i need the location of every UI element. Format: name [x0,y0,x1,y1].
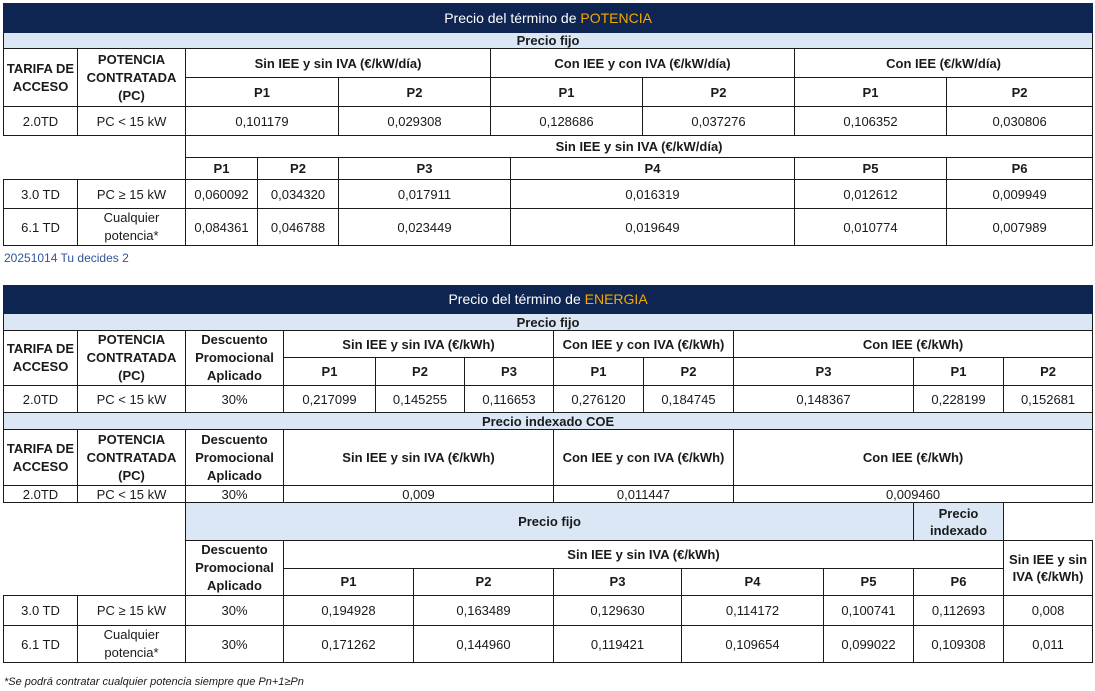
energia-banner [4,286,1093,314]
value-cell: 0,060092 [186,180,258,209]
tarifa-cell: 2.0TD [4,386,78,413]
value-cell: 0,194928 [284,596,414,626]
period-header: P2 [643,78,795,107]
value-cell: 0,144960 [414,626,554,663]
value-cell: 0,007989 [947,209,1093,246]
tarifa-cell: 3.0 TD [4,180,78,209]
value-cell: 0,184745 [644,386,734,413]
value-cell: 0,029308 [339,107,491,136]
value-cell: 0,009460 [734,486,1093,503]
group-sin-header: Sin IEE y sin IVA (€/kWh) [284,430,554,486]
group-iee-header: Con IEE (€/kW/día) [795,49,1093,78]
period-header: P2 [376,358,465,386]
potencia-title: Precio del término de [444,9,581,26]
value-cell: 0,163489 [414,596,554,626]
energia-precio-fijo-label: Precio fijo [4,314,1093,331]
period-header: P3 [465,358,554,386]
value-cell: 0,023449 [339,209,511,246]
indexado-cell: 0,011 [1004,626,1093,663]
value-cell: 0,016319 [511,180,795,209]
group-con-header: Con IEE y con IVA (€/kWh) [554,430,734,486]
pc-cell: Cualquier potencia* [78,626,186,663]
footnote: *Se podrá contratar cualquier potencia siempre que Pn+1≥Pn [4,676,304,688]
potencia-banner [4,4,1093,33]
value-cell: 0,034320 [258,180,339,209]
value-cell: 0,101179 [186,107,339,136]
energia-precio-fijo-label-2: Precio fijo [186,503,914,541]
value-cell: 0,009 [284,486,554,503]
value-cell: 0,217099 [284,386,376,413]
period-header: P5 [824,568,914,596]
period-header: P3 [339,158,511,180]
col-potencia-header: POTENCIA CONTRATADA (PC) [78,430,186,486]
value-cell: 0,109654 [682,626,824,663]
pc-cell: PC ≥ 15 kW [78,180,186,209]
value-cell: 0,145255 [376,386,465,413]
value-cell: 0,152681 [1004,386,1093,413]
table-row [4,107,1093,136]
period-header: P3 [554,568,682,596]
period-header: P4 [682,568,824,596]
period-header: P3 [734,358,914,386]
col-descuento-header: Descuento Promocional Aplicado [186,331,284,386]
descuento-cell: 30% [186,386,284,413]
tarifa-cell: 2.0TD [4,486,78,503]
value-cell: 0,129630 [554,596,682,626]
period-header: P1 [914,358,1004,386]
table-row [4,626,1093,663]
pc-cell: PC < 15 kW [78,486,186,503]
period-header: P2 [414,568,554,596]
group-sin-6-header: Sin IEE y sin IVA (€/kW/día) [186,136,1093,158]
group-sin-6-header: Sin IEE y sin IVA (€/kWh) [284,541,1004,569]
value-cell: 0,019649 [511,209,795,246]
group-sin-short-header: Sin IEE y sin IVA (€/kWh) [1004,541,1093,596]
table-row [4,596,1093,626]
energia-precio-indexado-label: Precio indexado [914,503,1004,541]
value-cell: 0,010774 [795,209,947,246]
period-header: P6 [947,158,1093,180]
col-potencia-header: POTENCIA CONTRATADA (PC) [78,49,186,107]
table-row [4,209,1093,246]
period-header: P6 [914,568,1004,596]
group-sin-header: Sin IEE y sin IVA (€/kW/día) [186,49,491,78]
tarifa-cell: 6.1 TD [4,626,78,663]
spacer [4,503,186,596]
table-row [4,386,1093,413]
pc-cell: PC < 15 kW [78,107,186,136]
value-cell: 0,037276 [643,107,795,136]
potencia-precio-fijo-label: Precio fijo [4,33,1093,49]
period-header: P1 [284,358,376,386]
descuento-cell: 30% [186,486,284,503]
group-sin-header: Sin IEE y sin IVA (€/kWh) [284,331,554,358]
pc-cell: PC ≥ 15 kW [78,596,186,626]
potencia-title-highlight: POTENCIA [580,9,652,26]
value-cell: 0,228199 [914,386,1004,413]
period-header: P1 [186,158,258,180]
period-header: P5 [795,158,947,180]
value-cell: 0,100741 [824,596,914,626]
period-header: P1 [284,568,414,596]
period-header: P2 [947,78,1093,107]
col-tarifa-header: TARIFA DE ACCESO [4,49,78,107]
value-cell: 0,128686 [491,107,643,136]
tarifa-cell: 2.0TD [4,107,78,136]
col-potencia-header: POTENCIA CONTRATADA (PC) [78,331,186,386]
spacer [4,136,186,180]
period-header: P1 [554,358,644,386]
energia-table [3,285,1093,663]
value-cell: 0,116653 [465,386,554,413]
value-cell: 0,084361 [186,209,258,246]
value-cell: 0,276120 [554,386,644,413]
value-cell: 0,046788 [258,209,339,246]
period-header: P1 [186,78,339,107]
period-header: P4 [511,158,795,180]
col-descuento-header: Descuento Promocional Aplicado [186,430,284,486]
value-cell: 0,109308 [914,626,1004,663]
potencia-table [3,3,1093,246]
pc-cell: Cualquier potencia* [78,209,186,246]
tarifa-cell: 6.1 TD [4,209,78,246]
period-header: P2 [258,158,339,180]
col-descuento-header: Descuento Promocional Aplicado [186,541,284,596]
value-cell: 0,012612 [795,180,947,209]
value-cell: 0,106352 [795,107,947,136]
pc-cell: PC < 15 kW [78,386,186,413]
period-header: P2 [1004,358,1093,386]
period-header: P2 [644,358,734,386]
energia-title-highlight: ENERGIA [584,291,648,307]
value-cell: 0,099022 [824,626,914,663]
value-cell: 0,030806 [947,107,1093,136]
value-cell: 0,171262 [284,626,414,663]
value-cell: 0,017911 [339,180,511,209]
group-iee-header: Con IEE (€/kWh) [734,430,1093,486]
period-header: P2 [339,78,491,107]
descuento-cell: 30% [186,596,284,626]
table-row [4,180,1093,209]
value-cell: 0,112693 [914,596,1004,626]
table-row [4,486,1093,503]
descuento-cell: 30% [186,626,284,663]
energia-indexado-label: Precio indexado COE [4,413,1093,430]
group-con-header: Con IEE y con IVA (€/kWh) [554,331,734,358]
group-iee-header: Con IEE (€/kWh) [734,331,1093,358]
indexado-cell: 0,008 [1004,596,1093,626]
energia-title: Precio del término de [448,291,585,307]
value-cell: 0,011447 [554,486,734,503]
tarifa-cell: 3.0 TD [4,596,78,626]
group-con-header: Con IEE y con IVA (€/kW/día) [491,49,795,78]
col-tarifa-header: TARIFA DE ACCESO [4,331,78,386]
period-header: P1 [795,78,947,107]
value-cell: 0,114172 [682,596,824,626]
value-cell: 0,119421 [554,626,682,663]
value-cell: 0,148367 [734,386,914,413]
period-header: P1 [491,78,643,107]
value-cell: 0,009949 [947,180,1093,209]
document-caption: 20251014 Tu decides 2 [4,251,129,265]
col-tarifa-header: TARIFA DE ACCESO [4,430,78,486]
